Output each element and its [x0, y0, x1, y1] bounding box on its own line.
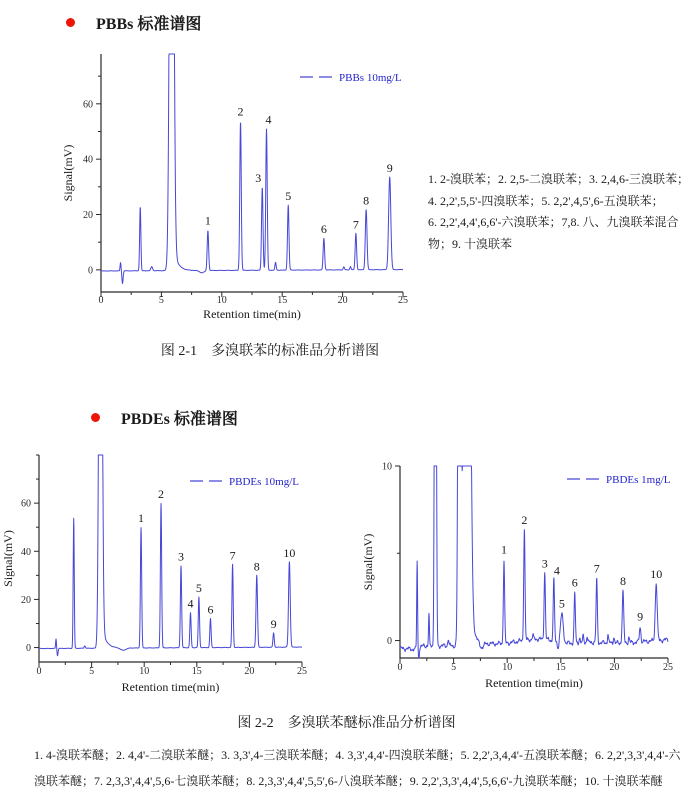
svg-text:20: 20: [83, 210, 93, 222]
svg-text:9: 9: [637, 609, 644, 624]
svg-text:7: 7: [229, 548, 236, 563]
svg-text:0: 0: [387, 636, 392, 648]
svg-text:10: 10: [283, 546, 296, 561]
svg-text:0: 0: [26, 643, 31, 655]
pbde-peak-footnote: [34, 742, 690, 794]
svg-text:9: 9: [270, 617, 277, 632]
annotation-line: 物；9. 十溴联苯: [428, 236, 513, 251]
svg-text:20: 20: [21, 594, 31, 606]
svg-text:60: 60: [83, 99, 93, 111]
section-bullet-icon: [91, 413, 100, 422]
svg-text:20: 20: [244, 666, 255, 677]
annotation-line: 1. 2-溴联苯；2. 2,5-二溴联苯；3. 2,4,6-三溴联苯；: [428, 172, 689, 186]
svg-text:15: 15: [555, 662, 566, 673]
svg-text:3: 3: [255, 170, 262, 185]
svg-text:Retention time(min): Retention time(min): [485, 676, 583, 690]
svg-text:0: 0: [397, 662, 403, 673]
svg-text:9: 9: [386, 161, 393, 176]
svg-text:15: 15: [191, 666, 202, 677]
svg-text:5: 5: [451, 662, 457, 673]
svg-text:4: 4: [553, 563, 560, 578]
svg-text:6: 6: [207, 602, 214, 617]
svg-text:10: 10: [502, 662, 513, 673]
svg-text:1: 1: [138, 511, 145, 526]
svg-text:Retention time(min): Retention time(min): [121, 680, 220, 694]
figure-caption-2-2: 图 2-2 多溴联苯醚标准品分析谱图: [237, 716, 456, 731]
svg-text:10: 10: [382, 461, 392, 473]
svg-text:5: 5: [285, 188, 292, 203]
svg-text:0: 0: [98, 295, 104, 306]
svg-text:20: 20: [609, 662, 620, 673]
pbb-peak-annotation: [428, 169, 693, 255]
svg-text:4: 4: [187, 596, 194, 611]
svg-text:PBDEs 10mg/L: PBDEs 10mg/L: [229, 476, 299, 488]
svg-text:6: 6: [571, 575, 578, 590]
svg-text:Retention time(min): Retention time(min): [203, 307, 301, 321]
svg-text:25: 25: [663, 662, 673, 673]
svg-text:60: 60: [21, 498, 31, 510]
section-title-pbdes: PBDEs 标准谱图: [121, 411, 238, 428]
svg-text:0: 0: [88, 265, 93, 277]
svg-text:3: 3: [541, 556, 548, 571]
svg-text:25: 25: [398, 295, 408, 306]
svg-text:25: 25: [297, 666, 307, 677]
svg-text:10: 10: [216, 295, 227, 306]
pbdes-10mg-chart: [0, 448, 352, 700]
svg-text:5: 5: [158, 295, 164, 306]
svg-text:3: 3: [178, 549, 185, 564]
svg-text:PBDEs 1mg/L: PBDEs 1mg/L: [606, 474, 671, 486]
svg-text:4: 4: [265, 112, 272, 127]
svg-text:2: 2: [237, 104, 244, 119]
svg-text:15: 15: [277, 295, 288, 306]
svg-text:0: 0: [36, 666, 42, 677]
svg-text:8: 8: [253, 559, 260, 574]
svg-text:1: 1: [204, 213, 211, 228]
svg-text:20: 20: [337, 295, 348, 306]
svg-text:7: 7: [593, 561, 600, 576]
pbbs-standard-chart: [58, 50, 410, 322]
pbdes-1mg-chart: [360, 448, 693, 700]
svg-text:5: 5: [195, 581, 202, 596]
footnote-line: 1. 4-溴联苯醚；2. 4,4'-二溴联苯醚；3. 3,3',4-三溴联苯醚；4. 3,3',4,4'-四溴联苯醚；5. 2,2',3,4,4'-五溴联苯醚；6. 2,2',3,3',4,4'-六: [34, 748, 681, 762]
svg-text:2: 2: [521, 512, 528, 527]
figure-caption-2-1: 图 2-1 多溴联苯的标准品分析谱图: [160, 344, 380, 359]
svg-text:40: 40: [83, 154, 93, 166]
svg-text:6: 6: [320, 222, 327, 237]
svg-text:10: 10: [650, 566, 663, 581]
svg-text:10: 10: [139, 666, 150, 677]
section-title-pbbs: PBBs 标准谱图: [96, 16, 202, 33]
svg-text:8: 8: [619, 573, 626, 588]
annotation-line: 6. 2,2',4,4',6,6'-六溴联苯；7,8. 八、九溴联苯混合: [428, 215, 679, 229]
svg-text:Signal(mV): Signal(mV): [1, 530, 15, 587]
svg-text:5: 5: [558, 596, 565, 611]
svg-text:5: 5: [89, 666, 95, 677]
svg-text:7: 7: [352, 217, 359, 232]
annotation-line: 4. 2,2',5,5'-四溴联苯；5. 2,2',4,5',6-五溴联苯；: [428, 193, 664, 208]
svg-text:2: 2: [158, 487, 165, 502]
svg-text:8: 8: [363, 193, 370, 208]
footnote-line: 溴联苯醚；7. 2,3,3',4,4',5,6-七溴联苯醚；8. 2,3,3',4,4',5,5',6-八溴联苯醚；9. 2,2',3,3',4,4',5,6,6'-九溴联苯醚；10. 十溴联苯醚: [34, 774, 663, 788]
svg-text:Signal(mV): Signal(mV): [61, 144, 75, 202]
section-bullet-icon: [66, 18, 75, 27]
svg-text:PBBs 10mg/L: PBBs 10mg/L: [339, 72, 402, 84]
svg-text:1: 1: [500, 542, 507, 557]
svg-text:Signal(mV): Signal(mV): [361, 533, 375, 591]
svg-text:40: 40: [21, 546, 31, 558]
